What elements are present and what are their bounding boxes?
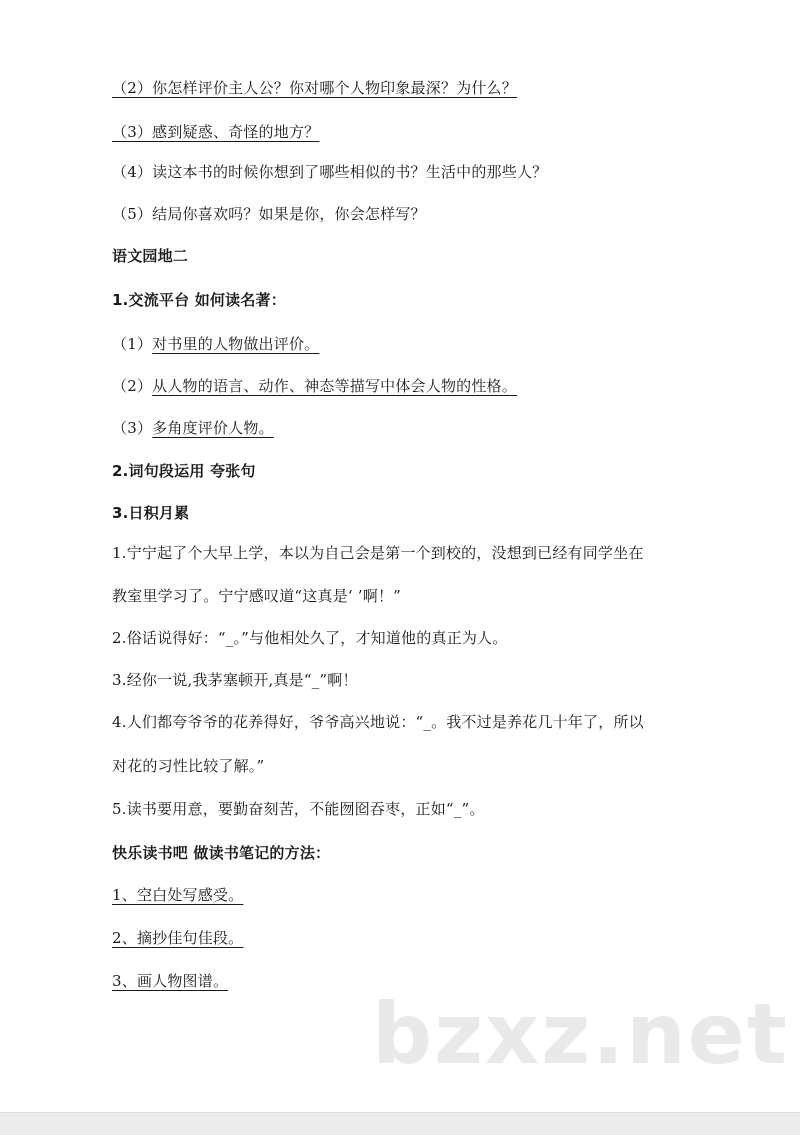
section-title-word-use: 2.词句段运用 夸张句 <box>112 462 256 480</box>
exchange-item-text: 对书里的人物做出评价。 <box>152 335 320 353</box>
exchange-item <box>112 331 319 357</box>
question-5: （5）结局你喜欢吗？如果是你，你会怎样写？ <box>112 205 426 223</box>
exchange-item-text: 从人物的语言、动作、神态等描写中体会人物的性格。 <box>152 377 517 395</box>
exchange-item-number: （3） <box>112 419 153 437</box>
section-title-garden: 语文园地二 <box>112 247 189 265</box>
reading-item: 2、摘抄佳句佳段。 <box>112 929 244 947</box>
daily-sentence-1-line-1: 1.宁宁起了个大早上学，本以为自己会是第一个到校的，没想到已经有同学坐在 <box>112 544 644 562</box>
exchange-item <box>112 415 274 441</box>
page-bottom-edge <box>0 1112 800 1135</box>
exchange-item <box>112 373 517 399</box>
question-4: （4）读这本书的时候你想到了哪些相似的书？生活中的那些人？ <box>112 163 548 181</box>
question-2: （2）你怎样评价主人公？你对哪个人物印象最深？为什么？ <box>112 79 517 97</box>
daily-sentence-1-line-2: 教室里学习了。宁宁感叹道“这真是‘ ’啊！” <box>112 587 402 605</box>
exchange-item-number: （2） <box>112 377 153 395</box>
daily-sentence-2: 2.俗话说得好：“_。”与他相处久了，才知道他的真正为人。 <box>112 629 508 647</box>
reading-item: 3、画人物图谱。 <box>112 972 229 990</box>
reading-item: 1、空白处写感受。 <box>112 886 244 904</box>
question-3: （3）感到疑惑、奇怪的地方？ <box>112 123 320 141</box>
exchange-item-number: （1） <box>112 335 153 353</box>
daily-sentence-3: 3.经你一说,我茅塞顿开,真是“_”啊！ <box>112 671 358 689</box>
daily-sentence-4-line-1: 4.人们都夸爷爷的花养得好，爷爷高兴地说：“_。我不过是养花几十年了，所以 <box>112 713 644 731</box>
daily-sentence-4-line-2: 对花的习性比较了解。” <box>112 757 265 775</box>
exchange-item-text: 多角度评价人物。 <box>152 419 274 437</box>
watermark-text: bzxz.net <box>372 985 789 1083</box>
section-title-daily: 3.日积月累 <box>112 504 190 522</box>
section-title-exchange: 1.交流平台 如何读名著： <box>112 291 286 309</box>
section-title-reading: 快乐读书吧 做读书笔记的方法： <box>112 844 331 862</box>
daily-sentence-5: 5.读书要用意，要勤奋刻苦，不能囫囵吞枣，正如“_”。 <box>112 800 485 818</box>
